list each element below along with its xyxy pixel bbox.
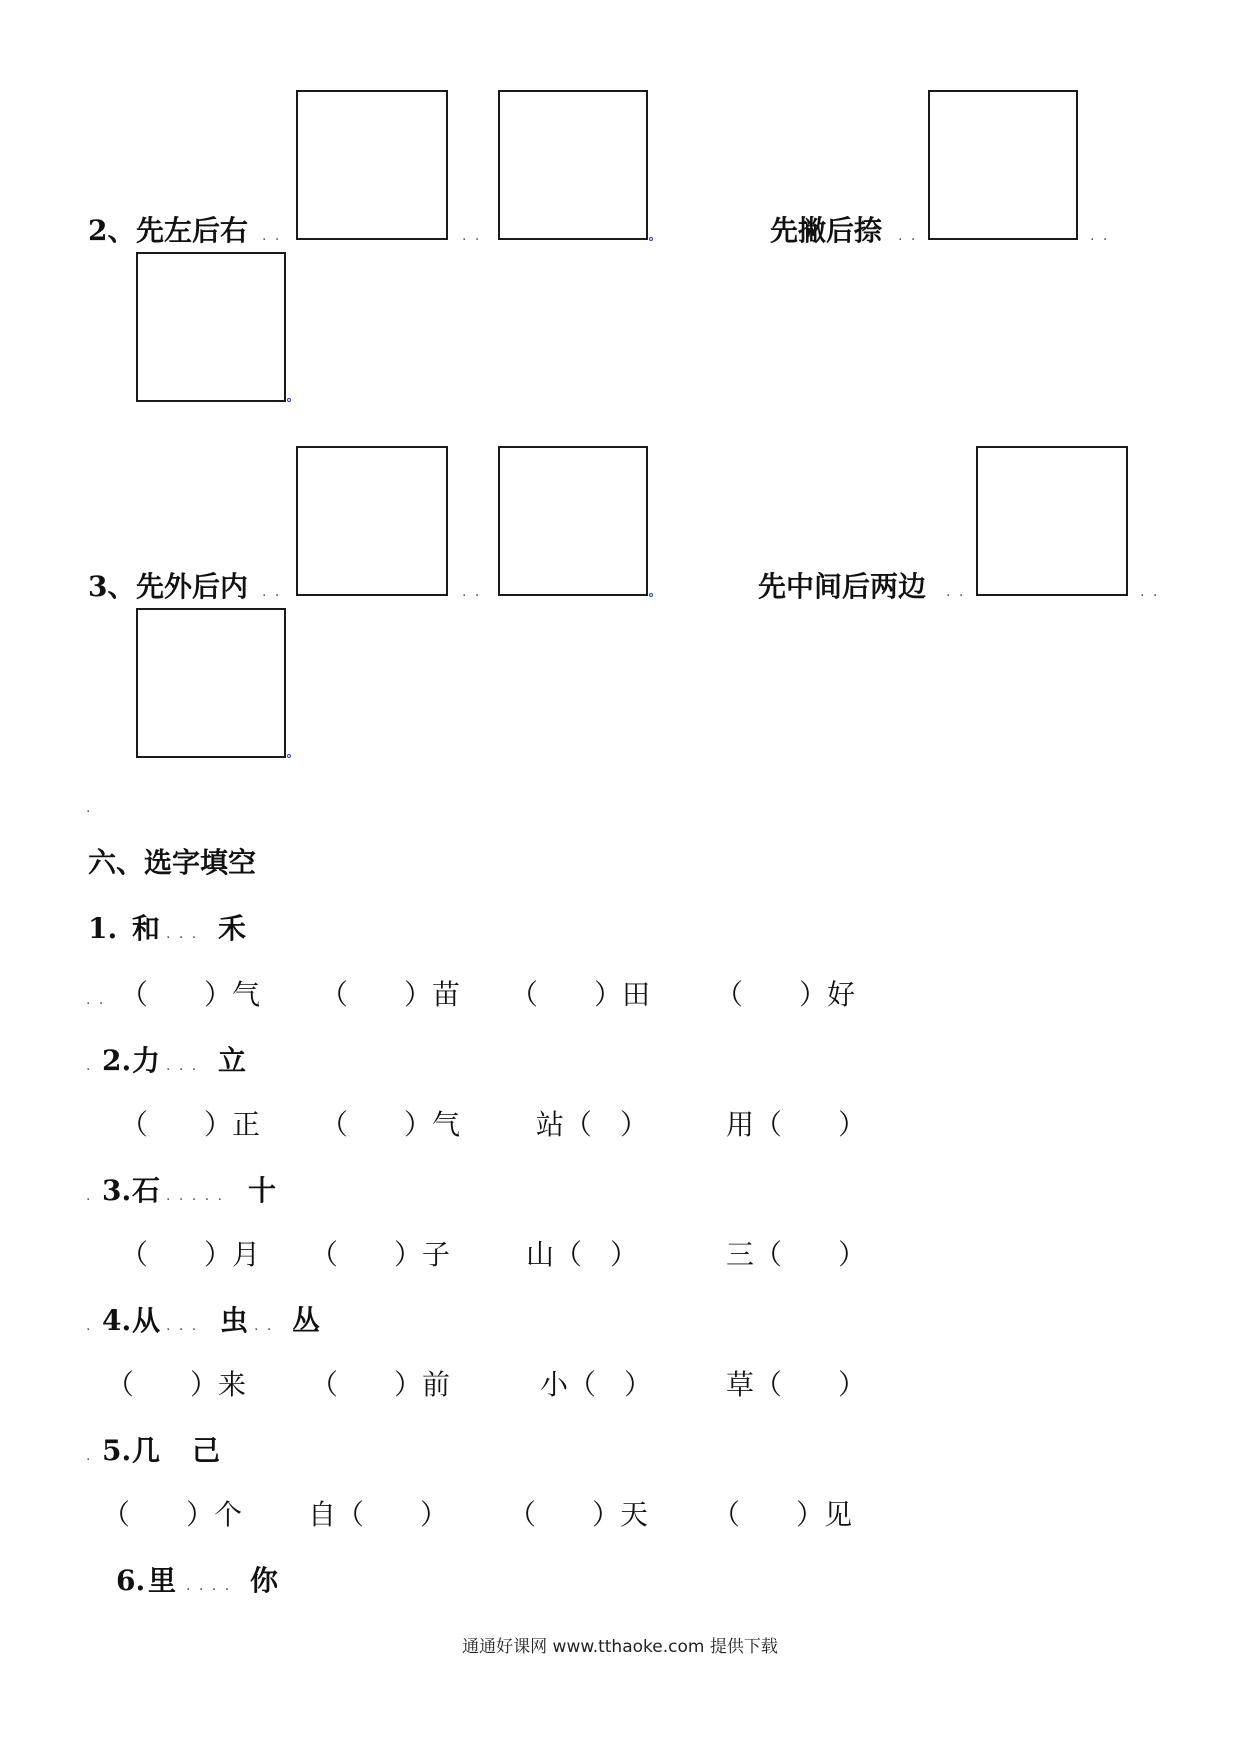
choice-char: 十 [248,1174,277,1207]
writing-box[interactable] [976,446,1128,596]
section-title: 六、选字填空 [88,846,257,879]
stroke-rule-label: 先撇后捺 [770,214,883,247]
choice-char: 几 [132,1434,161,1467]
writing-box[interactable] [498,90,648,240]
group-number: 2. [102,1044,132,1077]
dot-leader: . [86,1318,93,1334]
stroke-rule-label: 先外后内 [136,570,249,603]
writing-box[interactable] [136,608,286,758]
choice-char: 和 [132,912,161,945]
fill-blank-item[interactable]: 自（ ） [308,1498,449,1531]
dot-leader: . . . [166,1318,199,1334]
dot-leader: . . . . . [166,1188,225,1204]
fill-blank-item[interactable]: 山（ ） [526,1238,639,1271]
fill-blank-item[interactable]: （ ）天 [508,1498,649,1531]
dot-leader: . [86,1188,93,1204]
choice-char: 从 [132,1304,161,1337]
dot-leader: . . [462,228,482,244]
choice-char: 禾 [218,912,247,945]
fill-blank-item[interactable]: （ ）子 [310,1238,451,1271]
choice-char: 虫 [220,1304,249,1337]
dot-leader: . . [262,584,282,600]
choice-char: 立 [218,1044,247,1077]
fill-blank-item[interactable]: （ ）个 [102,1498,243,1531]
anchor-mark [649,237,653,241]
fill-blank-item[interactable]: 小（ ） [540,1368,653,1401]
stroke-rule-label: 先中间后两边 [758,570,927,603]
writing-box[interactable] [928,90,1078,240]
choice-char: 丛 [292,1304,321,1337]
dot-leader: . [86,1058,93,1074]
group-number: 3. [102,1174,132,1207]
writing-box[interactable] [296,90,448,240]
dot-leader: . . [262,228,282,244]
stroke-rule-label: 先左后右 [136,214,249,247]
fill-blank-item[interactable]: （ ）来 [106,1368,247,1401]
fill-blank-item[interactable]: （ ）正 [120,1108,261,1141]
fill-blank-item[interactable]: 站（ ） [536,1108,649,1141]
question-number: 2、 [88,214,136,247]
fill-blank-item[interactable]: （ ）苗 [320,978,461,1011]
choice-char: 力 [132,1044,161,1077]
dot-leader: . . [898,228,918,244]
dot-leader: . . [1090,228,1110,244]
dot-leader: . [86,1448,93,1464]
fill-blank-item[interactable]: （ ）月 [120,1238,261,1271]
question-number: 3、 [88,570,136,603]
dot-leader: . . [254,1318,274,1334]
dot-leader: . . [1140,584,1160,600]
dot-leader: . . [946,584,966,600]
anchor-mark [649,593,653,597]
dot-leader: . . . [166,1058,199,1074]
choice-char: 你 [250,1564,279,1597]
writing-box[interactable] [136,252,286,402]
fill-blank-item[interactable]: 用（ ） [726,1108,867,1141]
writing-box[interactable] [296,446,448,596]
group-number: 5. [102,1434,132,1467]
fill-blank-item[interactable]: （ ）气 [320,1108,461,1141]
choice-char: 里 [148,1564,177,1597]
fill-blank-item[interactable]: 三（ ） [726,1238,867,1271]
choice-char: 己 [192,1434,221,1467]
fill-blank-item[interactable]: （ ）田 [510,978,651,1011]
dot-leader: . . [462,584,482,600]
group-number: 4. [102,1304,132,1337]
stray-dot: . [86,800,93,816]
footer-text: 通通好课网 www.tthaoke.com 提供下载 [462,1637,778,1657]
fill-blank-item[interactable]: 草（ ） [726,1368,867,1401]
writing-box[interactable] [498,446,648,596]
fill-blank-item[interactable]: （ ）好 [715,978,856,1011]
anchor-mark [287,398,291,402]
dot-leader: . . . [166,926,199,942]
fill-blank-item[interactable]: （ ）气 [120,978,261,1011]
group-number: 1. [88,912,118,945]
choice-char: 石 [132,1174,161,1207]
fill-blank-item[interactable]: （ ）前 [310,1368,451,1401]
anchor-mark [287,754,291,758]
dot-leader: . . [86,992,106,1008]
dot-leader: . . . . [186,1578,232,1594]
fill-blank-item[interactable]: （ ）见 [712,1498,853,1531]
group-number: 6. [116,1564,146,1597]
